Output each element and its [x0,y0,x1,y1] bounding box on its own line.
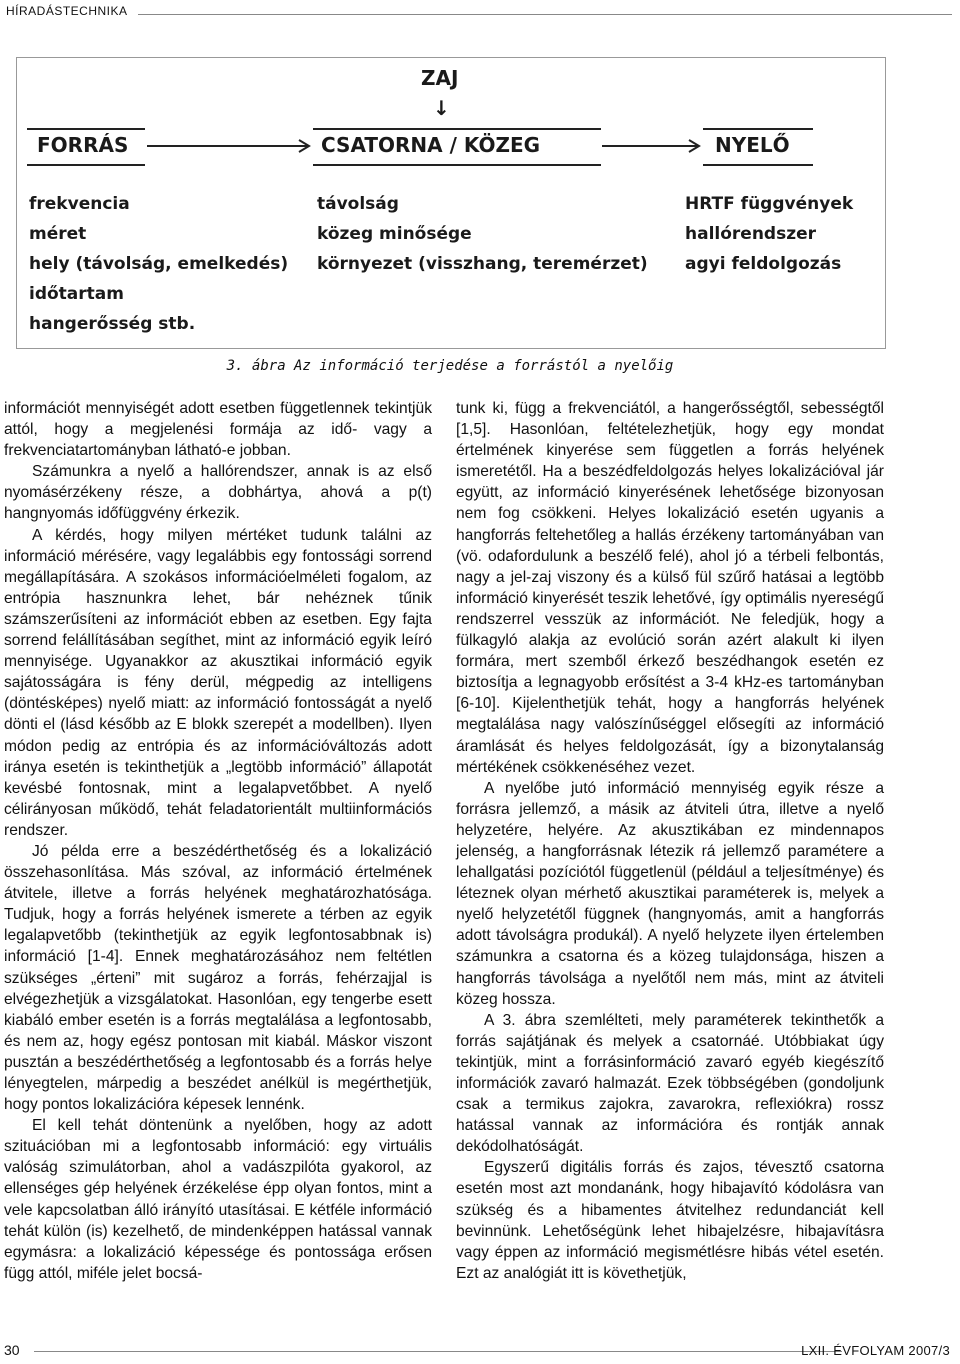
figure-3 [16,57,886,349]
source-prop: méret [29,224,87,244]
noise-label: ZAJ [421,66,459,90]
source-prop: időtartam [29,284,124,304]
channel-prop: távolság [317,194,399,214]
volume-label: LXII. ÉVFOLYAM 2007/3 [801,1343,950,1358]
source-label: FORRÁS [37,133,129,157]
channel-label: CSATORNA / KÖZEG [321,133,541,157]
section-title: HÍRADÁSTECHNIKA [6,4,128,18]
paragraph: Számunkra a nyelő a hallórendszer, annak is az első nyomásérzékeny része, a dobhártya, ahová a p(t) hangnyomás időfüggvény érkezik. [4,463,432,523]
channel-prop: környezet (visszhang, teremérzet) [317,254,648,274]
header-rule [138,14,952,15]
source-prop: frekvencia [29,194,130,214]
receiver-prop: HRTF függvények [685,194,854,214]
paragraph: A 3. ábra szemlélteti, mely paraméterek tekinthetők a forrás sajátjának és melyek a csatornáé. Utóbbiakat úgy tekintjük, mint a forrásinformáció zavaró egyéb kiegészítő információk zavaró halmazát. Ezek többségében (gondoljunk csak a termikus zajokra, zavarokra, reflexiókra) rossz hatással vannak az információra és rontják annak dekódolhatóságát. [456,1011,884,1156]
channel-prop: közeg minősége [317,224,472,244]
source-prop: hely (távolság, emelkedés) [29,254,289,274]
page-footer [0,1340,960,1364]
paragraph: tunk ki, függ a frekvenciától, a hangerősségtől, sebességtől [1,5]. Hasonlóan, feltételezhetjük, hogy egy mondat értelmének kinyerése sem független a forrás helyének ismeretétől. Ha a beszédfeldolgozás helyes lokalizációval jár együtt, az információ kinyerésének lehetősége bizonyosan nem fog csökkeni. Helyes lokalizáció esetén ugyanis a hangforrás feltehetőleg a hallás érzékeny tartományában van (vö. odafordulunk a beszélő felé), ahol jó a térbeli felbontás, nagy a jel-zaj viszony és a külső fül szűrő hatásai a legtöbb információ kinyerését teszik lehetővé, így optimális nyereségű rendszerrel vesszük az információt. Ne feledjük, hogy a fülkagyló alakja az evolúció során azért alakult ki ilyen formára, mert szemből érkező beszédhangok esetén ez biztosítja a legnagyobb erősítést a 3-4 kHz-es tartományban [6-10]. Kijelenthetjük tehát, hogy a hangforrás helyének megtalálása nagy valószínűséggel elősegíti az információ áramlását és helyes feldolgozását, így a bizonytalanság mértékének csökkenéséhez vezet. [456,400,884,776]
running-header [0,0,960,26]
source-prop: hangerősség stb. [29,314,196,334]
left-column [4,398,432,1284]
paragraph: A nyelőbe jutó információ mennyiség egyik része a forrásra jellemző, a másik az átviteli útra, illetve a nyelő helyzetére, helyére. Az akusztikában ez mindennapos jelenség, a hangforrásnak létezik rá jellemző paramétere a lehallgatási pozíciótól függetlenül (például a teljesítménye) és léteznek olyan mérhető akusztikai paraméterek is, melyek a nyelő helyzetétől függnek (hangnyomás, amit a hangforrás adott távolságra produkál). A nyelő helyzete ilyen értelemben számunkra a csatorna és a közeg tulajdonsága, hiszen a hangforrás távolsága a nyelőtől nem más, mint az átviteli közeg hossza. [456,779,884,1008]
receiver-prop: hallórendszer [685,224,817,244]
right-column [456,398,884,1284]
noise-arrow: ↓ [433,96,450,120]
receiver-prop: agyi feldolgozás [685,254,842,274]
paragraph: Jó példa erre a beszédérthetőség és a lokalizáció összehasonlítása. Más szóval, az információ értelmének átvitele, illetve a forrás helyének meghatározhatósága. Tudjuk, hogy a forrás helyének ismerete a térben az egyik legalapvetőbb (tekinthetjük az egyik legfontosabbnak is) információ [1-4]. Ennek meghatározásához nem feltétlen szükséges „érteni” mit sugároz a forrás, fehérzajjal is elvégezhetjük a vizsgálatokat. Hasonlóan, egy tengerbe esett kiabáló ember esetén is a forrás megtalálása a legfontosabb, és nem az, hogy egész pontosan mit kiabál. Máskor viszont pusztán a beszédérthetőség a legfontosabb és a forrás helye lényegtelen, márpedig a beszédet anélkül is megérthetjük, hogy pontos lokalizációra képesek lennénk. [4,842,432,1114]
paragraph: A kérdés, hogy milyen mértéket tudunk találni az információ mérésére, vagy legalábbis egy fontossági sorrend megállapítására. A szokásos információelméleti fogalom, az entrópia hasznunkra lehet, bár nehéznek tűnik számszerűsíteni az információt ebben az esetben. Egy fajta sorrend felállításában segíthet, mint az információ egyik leíró mennyisége. Ugyanakkor az akusztikai információ egyik sajátosságára is fény derül, mégpedig az intelligens (döntésképes) nyelő miatt: az információ fontosságát a nyelő dönti el (lásd később az E blokk szerepét a modellben). Ilyen módon pedig az entrópia és az információváltozás adott iránya esetén is tekinthetjük a „legtöbb információ” állapotát kevésbé fontosnak, mint a legalapvetőbbet. A nyelő célirányosan működő, tehát feladatorientált multiinformációs rendszer. [4,526,432,839]
paragraph: információt mennyiségét adott esetben függetlennek tekintjük attól, hogy a megjelenési formája az idő- vagy a frekvenciatartományban látható-e jobban. [4,400,432,460]
receiver-label: NYELŐ [715,133,790,157]
figure-caption: 3. ábra Az információ terjedése a forrástól a nyelőig [226,358,674,374]
paragraph: El kell tehát döntenünk a nyelőben, hogy az adott szituációban mi a legfontosabb információ: egy virtuális valóság szimulátorban, ahol a vadászpilóta gyakorol, az ellenséges gép helyének érzékelése épp olyan fontos, mint a vele kapcsolatban álló irányító utasításai. E kétféle információ tehát külön (is) kezelhető, de mindenképpen hatással vannak egymásra: a lokalizáció képessége és pontossága erősen függ attól, miféle jelet bocsá- [4,1117,432,1282]
footer-rule [34,1351,842,1352]
paragraph: Egyszerű digitális forrás és zajos, tévesztő csatorna esetén most azt mondanánk, hogy hibajavító kódolásra van szükség és a hibamentes átvitelhez redundanciát kell bevinnünk. Lehetőségünk lehet hibajelzésre, hibajavításra vagy éppen az információ megismétlésre hibás vétel esetén. Ezt az analógiát itt is követhetjük, [456,1159,884,1282]
page-number: 30 [4,1342,20,1358]
